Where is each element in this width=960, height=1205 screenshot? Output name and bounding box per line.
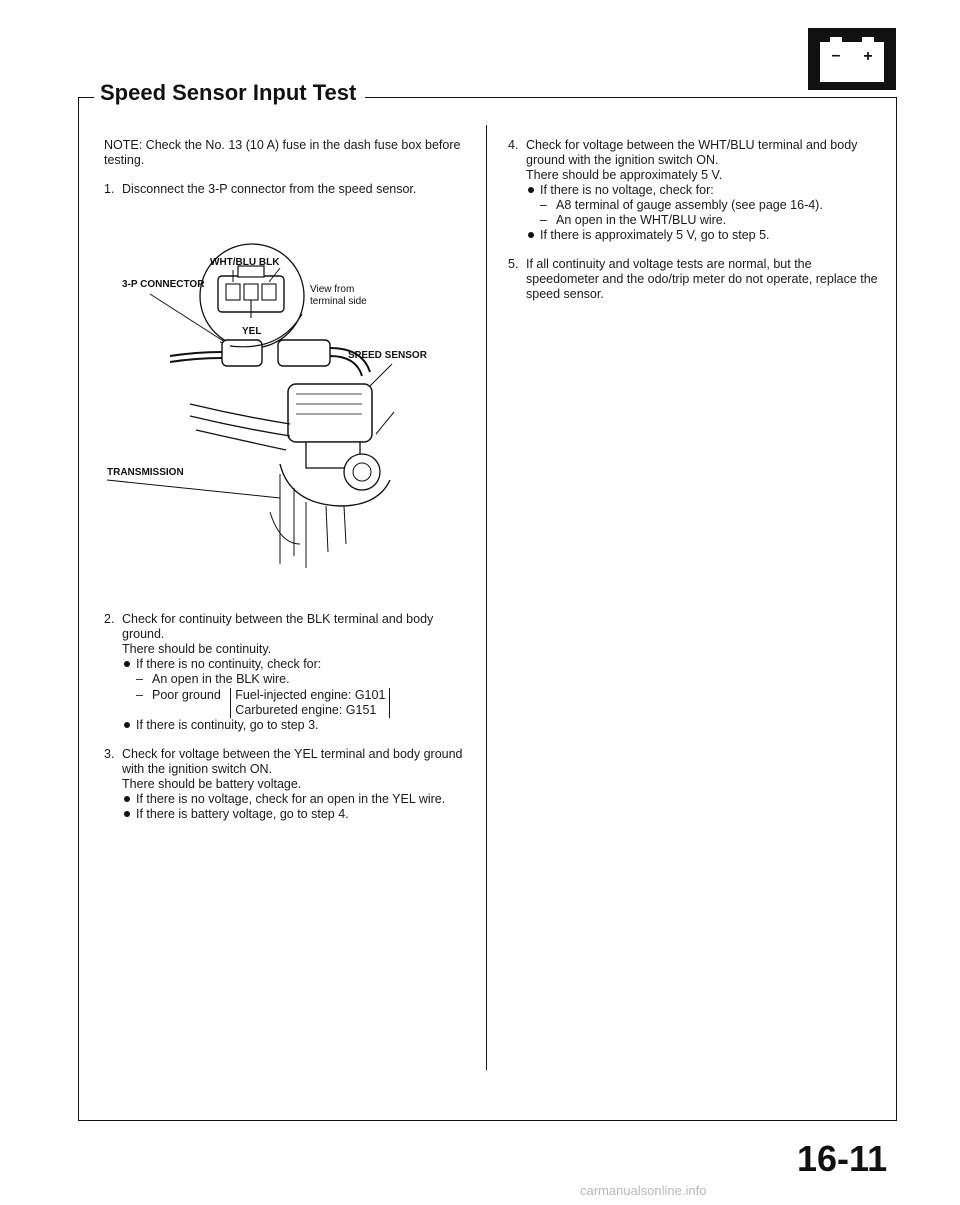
frame-left-rule [78,97,79,1120]
step-4-number: 4. [508,138,519,152]
page-number: 16-11 [797,1138,888,1179]
step-2 [104,612,464,733]
step-3-bullet-2: If there is battery voltage, go to step 4. [122,807,464,822]
step-3 [104,747,464,822]
page-title: Speed Sensor Input Test [100,80,357,105]
ground-carbureted: Carbureted engine: G151 [235,703,377,717]
step-4-bullet-2: If there is approximately 5 V, go to step 5. [526,228,880,243]
step-2-dash-1: – An open in the BLK wire. [122,672,464,687]
yel-label: YEL [242,326,262,337]
step-4-bullet-1: If there is no voltage, check for: [526,183,880,198]
connector-label: 3-P CONNECTOR [122,279,205,290]
column-divider [486,125,487,1070]
step-3-number: 3. [104,747,115,761]
step-2-bullet-2: If there is continuity, go to step 3. [122,718,464,733]
step-1-text: Disconnect the 3-P connector from the speed sensor. [122,182,417,196]
terminal-side-label: terminal side [310,296,367,307]
step-4-dash-1: – A8 terminal of gauge assembly (see page 16-4). [526,198,880,213]
step-2-bullet-1: If there is no continuity, check for: [122,657,464,672]
frame-right-rule [896,97,897,1120]
step-2-dash-2 [122,688,464,718]
ground-fuel-injected: Fuel-injected engine: G101 [235,688,386,702]
step-1 [104,182,464,197]
transmission-label: TRANSMISSION [107,467,184,478]
watermark-link[interactable]: carmanualsonline.info [580,1183,707,1198]
speed-sensor-body-icon [288,384,372,442]
left-column-bottom [104,612,464,822]
speed-sensor-label: SPEED SENSOR [348,350,427,361]
step-3-expect: There should be battery voltage. [122,777,302,791]
speed-sensor-illustration [107,244,475,594]
step-2-expect: There should be continuity. [122,642,272,656]
step-1-number: 1. [104,182,115,196]
note-text: NOTE: Check the No. 13 (10 A) fuse in the dash fuse box before testing. [104,138,461,167]
left-column-top [104,138,464,197]
right-column [508,138,880,302]
battery-minus-label: – [831,47,841,64]
step-5-text: If all continuity and voltage tests are normal, but the speedometer and the odo/trip meter do not operate, replace the speed sensor. [526,257,878,301]
step-2-number: 2. [104,612,115,626]
wht-blu-blk-label: WHT/BLU BLK [210,257,280,268]
battery-plus-label: + [863,48,873,65]
frame-bottom-rule [78,1120,897,1121]
step-4-dash-2: – An open in the WHT/BLU wire. [526,213,880,228]
step-4-expect: There should be approximately 5 V. [526,168,723,182]
view-from-label: View from [310,284,355,295]
step-5-number: 5. [508,257,519,271]
step-3-bullet-1: If there is no voltage, check for an open in the YEL wire. [122,792,464,807]
step-4-text: Check for voltage between the WHT/BLU terminal and body ground with the ignition switch ON. [526,138,858,167]
step-3-text: Check for voltage between the YEL terminal and body ground with the ignition switch ON. [122,747,463,776]
poor-ground-label: Poor ground [152,688,221,702]
step-4 [508,138,880,243]
step-5 [508,257,880,302]
battery-icon [808,28,896,90]
connector-body-icon [222,340,262,366]
ground-table [230,688,390,718]
frame-top-left-tick [78,97,94,98]
step-2-text: Check for continuity between the BLK terminal and body ground. [122,612,434,641]
frame-top-rule [365,97,897,98]
